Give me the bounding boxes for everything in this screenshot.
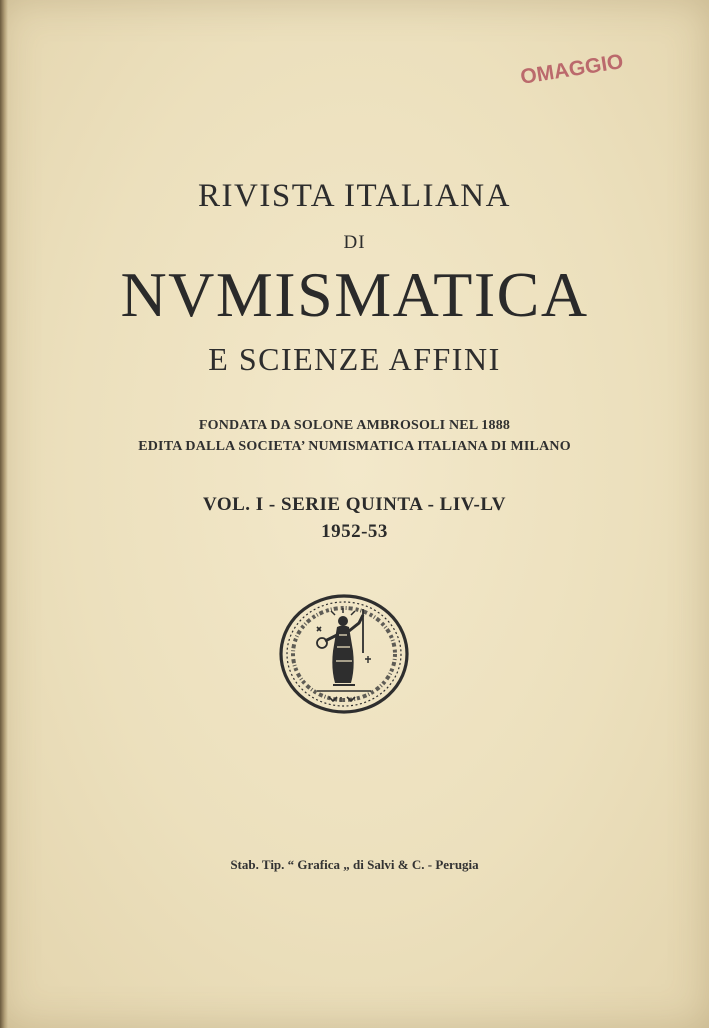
printer-imprint: Stab. Tip. “ Grafica „ di Salvi & C. - Perugia [230,857,479,872]
publisher-line: EDITA DALLA SOCIETA’ NUMISMATICA ITALIANA DI MILANO [138,439,571,454]
volume-series: VOL. I - SERIE QUINTA - LIV-LV [202,494,507,515]
title-rivista-italiana: RIVISTA ITALIANA [198,178,511,214]
title-numismatica: NVMISMATICA [120,259,589,330]
title-scienze-affini: E SCIENZE AFFINI [208,341,501,377]
title-di: DI [343,232,366,253]
omaggio-stamp: OMAGGIO [518,50,625,89]
volume-years: 1952-53 [321,521,388,542]
founding-line: FONDATA DA SOLONE AMBROSOLI NEL 1888 [198,418,511,433]
coin-emblem-icon [277,591,412,717]
